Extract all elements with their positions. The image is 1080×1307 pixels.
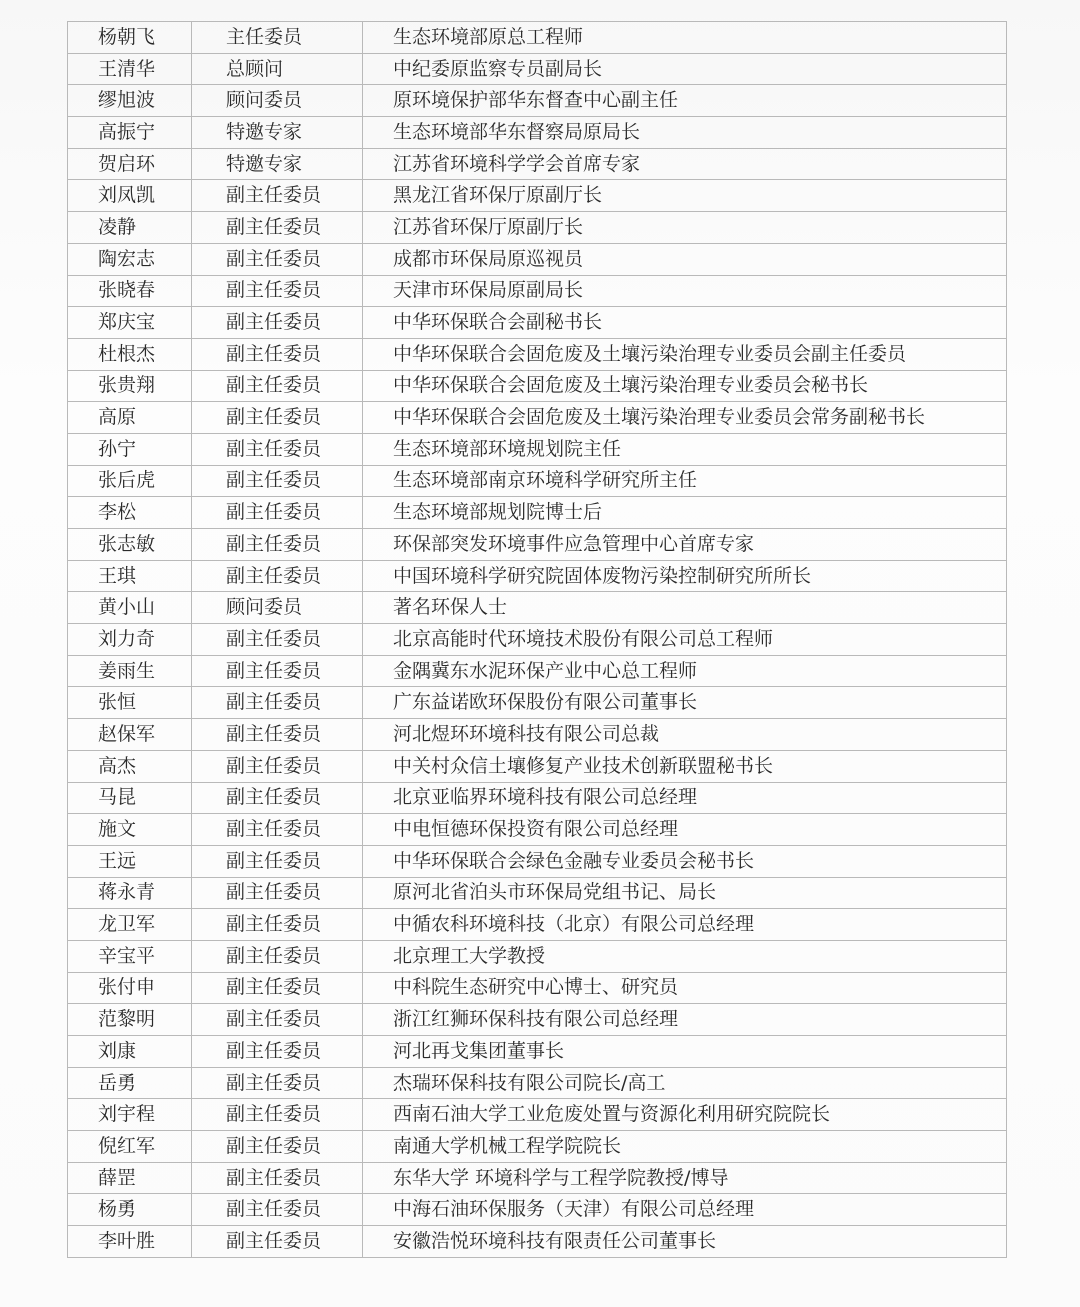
table-row [68,1067,1007,1099]
member-name: 陶宏志 [68,243,192,275]
member-name: 范黎明 [68,1004,192,1036]
member-name: 张恒 [68,687,192,719]
member-role: 副主任委员 [192,1226,363,1258]
member-role: 主任委员 [192,22,363,54]
table-row [68,687,1007,719]
member-name: 辛宝平 [68,940,192,972]
member-role: 副主任委员 [192,750,363,782]
member-role: 顾问委员 [192,85,363,117]
member-name: 姜雨生 [68,655,192,687]
table-row [68,1194,1007,1226]
member-organization: 中关村众信土壤修复产业技术创新联盟秘书长 [363,750,1007,782]
member-name: 郑庆宝 [68,307,192,339]
table-row [68,750,1007,782]
table-row [68,243,1007,275]
member-name: 张贵翔 [68,370,192,402]
member-role: 副主任委员 [192,655,363,687]
member-name: 蒋永青 [68,877,192,909]
table-row [68,1099,1007,1131]
member-name: 刘力奇 [68,624,192,656]
member-role: 副主任委员 [192,782,363,814]
table-row [68,22,1007,54]
member-organization: 黑龙江省环保厅原副厅长 [363,180,1007,212]
member-role: 副主任委员 [192,909,363,941]
member-name: 杜根杰 [68,338,192,370]
member-organization: 杰瑞环保科技有限公司院长/高工 [363,1067,1007,1099]
member-organization: 环保部突发环境事件应急管理中心首席专家 [363,529,1007,561]
member-role: 副主任委员 [192,1162,363,1194]
member-role: 副主任委员 [192,1067,363,1099]
member-organization: 生态环境部规划院博士后 [363,497,1007,529]
member-role: 副主任委员 [192,497,363,529]
member-role: 副主任委员 [192,624,363,656]
member-organization: 广东益诺欧环保股份有限公司董事长 [363,687,1007,719]
table-row [68,1162,1007,1194]
member-organization: 南通大学机械工程学院院长 [363,1131,1007,1163]
member-organization: 河北再戈集团董事长 [363,1036,1007,1068]
member-organization: 天津市环保局原副局长 [363,275,1007,307]
table-row [68,529,1007,561]
table-row [68,592,1007,624]
member-organization: 生态环境部南京环境科学研究所主任 [363,465,1007,497]
member-organization: 原环境保护部华东督查中心副主任 [363,85,1007,117]
member-name: 杨勇 [68,1194,192,1226]
member-organization: 中科院生态研究中心博士、研究员 [363,972,1007,1004]
table-row [68,433,1007,465]
committee-roster-table [67,21,1007,1258]
member-name: 王琪 [68,560,192,592]
table-row [68,275,1007,307]
member-name: 李叶胜 [68,1226,192,1258]
table-row [68,845,1007,877]
member-role: 副主任委员 [192,180,363,212]
member-organization: 生态环境部环境规划院主任 [363,433,1007,465]
table-row [68,148,1007,180]
table-row [68,814,1007,846]
member-role: 总顾问 [192,53,363,85]
member-name: 黄小山 [68,592,192,624]
table-row [68,307,1007,339]
member-name: 马昆 [68,782,192,814]
member-name: 刘凤凯 [68,180,192,212]
member-role: 副主任委员 [192,560,363,592]
table-row [68,465,1007,497]
member-organization: 中循农科环境科技（北京）有限公司总经理 [363,909,1007,941]
member-organization: 北京理工大学教授 [363,940,1007,972]
member-name: 李松 [68,497,192,529]
member-organization: 江苏省环保厅原副厅长 [363,212,1007,244]
member-role: 副主任委员 [192,719,363,751]
member-organization: 东华大学 环境科学与工程学院教授/博导 [363,1162,1007,1194]
member-role: 副主任委员 [192,814,363,846]
member-name: 贺启环 [68,148,192,180]
member-role: 副主任委员 [192,529,363,561]
table-row [68,212,1007,244]
table-row [68,338,1007,370]
member-organization: 北京高能时代环境技术股份有限公司总工程师 [363,624,1007,656]
member-organization: 成都市环保局原巡视员 [363,243,1007,275]
member-name: 杨朝飞 [68,22,192,54]
member-organization: 中华环保联合会固危废及土壤污染治理专业委员会常务副秘书长 [363,402,1007,434]
table-row [68,117,1007,149]
member-name: 孙宁 [68,433,192,465]
member-organization: 河北煜环环境科技有限公司总裁 [363,719,1007,751]
member-organization: 中华环保联合会固危废及土壤污染治理专业委员会秘书长 [363,370,1007,402]
member-role: 副主任委员 [192,687,363,719]
table-row [68,877,1007,909]
member-name: 缪旭波 [68,85,192,117]
member-role: 副主任委员 [192,465,363,497]
member-name: 张后虎 [68,465,192,497]
member-organization: 生态环境部原总工程师 [363,22,1007,54]
member-role: 顾问委员 [192,592,363,624]
roster-body [68,22,1007,1258]
table-row [68,1131,1007,1163]
member-role: 特邀专家 [192,117,363,149]
member-role: 副主任委员 [192,877,363,909]
table-row [68,940,1007,972]
member-name: 倪红军 [68,1131,192,1163]
member-role: 副主任委员 [192,338,363,370]
member-organization: 金隅冀东水泥环保产业中心总工程师 [363,655,1007,687]
member-organization: 西南石油大学工业危废处置与资源化利用研究院院长 [363,1099,1007,1131]
member-name: 刘康 [68,1036,192,1068]
table-row [68,560,1007,592]
member-name: 高杰 [68,750,192,782]
table-row [68,370,1007,402]
member-role: 副主任委员 [192,370,363,402]
member-name: 龙卫军 [68,909,192,941]
member-name: 张志敏 [68,529,192,561]
member-role: 副主任委员 [192,845,363,877]
member-role: 副主任委员 [192,1194,363,1226]
member-role: 副主任委员 [192,275,363,307]
member-role: 特邀专家 [192,148,363,180]
table-row [68,719,1007,751]
table-row [68,782,1007,814]
member-role: 副主任委员 [192,1036,363,1068]
member-organization: 中华环保联合会固危废及土壤污染治理专业委员会副主任委员 [363,338,1007,370]
member-name: 薛罡 [68,1162,192,1194]
table-row [68,655,1007,687]
member-name: 凌静 [68,212,192,244]
member-organization: 原河北省泊头市环保局党组书记、局长 [363,877,1007,909]
member-role: 副主任委员 [192,972,363,1004]
table-row [68,1226,1007,1258]
member-role: 副主任委员 [192,940,363,972]
table-row [68,624,1007,656]
member-organization: 中国环境科学研究院固体废物污染控制研究所所长 [363,560,1007,592]
table-row [68,497,1007,529]
table-row [68,402,1007,434]
member-role: 副主任委员 [192,1004,363,1036]
member-role: 副主任委员 [192,402,363,434]
member-role: 副主任委员 [192,1099,363,1131]
table-row [68,53,1007,85]
member-name: 高振宁 [68,117,192,149]
member-name: 刘宇程 [68,1099,192,1131]
table-row [68,1004,1007,1036]
member-name: 张付申 [68,972,192,1004]
member-role: 副主任委员 [192,243,363,275]
member-organization: 北京亚临界环境科技有限公司总经理 [363,782,1007,814]
table-row [68,85,1007,117]
member-role: 副主任委员 [192,307,363,339]
member-organization: 著名环保人士 [363,592,1007,624]
member-name: 张晓春 [68,275,192,307]
member-role: 副主任委员 [192,1131,363,1163]
table-row [68,972,1007,1004]
member-name: 王清华 [68,53,192,85]
member-name: 赵保军 [68,719,192,751]
member-organization: 生态环境部华东督察局原局长 [363,117,1007,149]
member-name: 施文 [68,814,192,846]
member-name: 王远 [68,845,192,877]
member-name: 高原 [68,402,192,434]
member-name: 岳勇 [68,1067,192,1099]
member-organization: 江苏省环境科学学会首席专家 [363,148,1007,180]
member-organization: 中海石油环保服务（天津）有限公司总经理 [363,1194,1007,1226]
table-row [68,909,1007,941]
member-organization: 安徽浩悦环境科技有限责任公司董事长 [363,1226,1007,1258]
member-organization: 中华环保联合会副秘书长 [363,307,1007,339]
member-role: 副主任委员 [192,433,363,465]
member-organization: 中纪委原监察专员副局长 [363,53,1007,85]
member-organization: 中华环保联合会绿色金融专业委员会秘书长 [363,845,1007,877]
member-organization: 中电恒德环保投资有限公司总经理 [363,814,1007,846]
table-row [68,180,1007,212]
member-organization: 浙江红狮环保科技有限公司总经理 [363,1004,1007,1036]
member-role: 副主任委员 [192,212,363,244]
table-row [68,1036,1007,1068]
